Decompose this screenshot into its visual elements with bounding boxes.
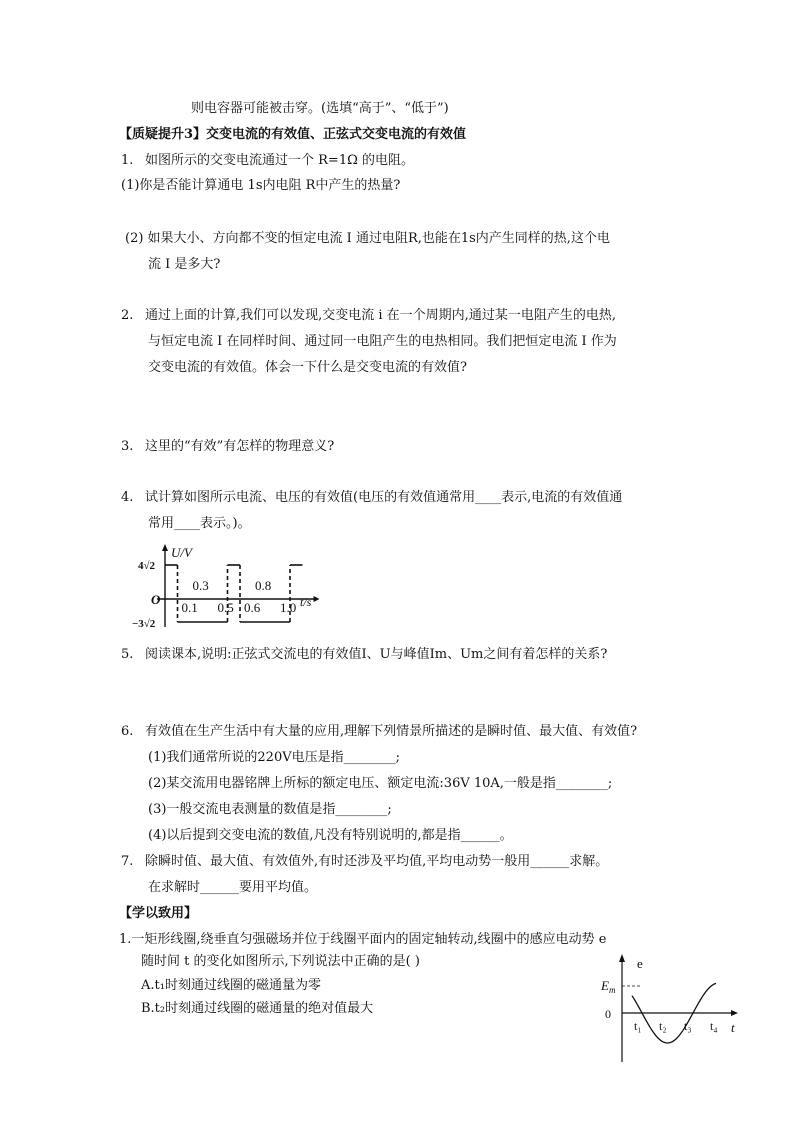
y-tick-label: −3√2 [132,618,156,630]
y-axis-label: e [637,956,643,971]
time-tick-label: t₃ [684,1019,692,1033]
apply-question-1: 1.一矩形线圈,绕垂直匀强磁场并位于线圈平面内的固定轴转动,线圈中的感应电动势 e [119,932,607,947]
question-number: 7. [121,854,134,869]
question-6-item-3: (3)一般交流电表测量的数值是指________; [148,802,392,817]
question-6-item-1: (1)我们通常所说的220V电压是指________; [148,750,400,765]
question-text: 阅读课本,说明:正弦式交流电的有效值I、U与峰值Im、Um之间有着怎样的关系? [145,647,608,662]
t-label: t [731,1020,735,1035]
question-number: 2. [121,308,134,323]
section-title: 交变电流的有效值、正弦式交变电流的有效值 [206,127,467,142]
question-1-sub-2: (2) 如果大小、方向都不变的恒定电流 I 通过电阻R,也能在1s内产生同样的热,这个电 [125,231,610,246]
question-text: 试计算如图所示电流、电压的有效值(电压的有效值通常用____表示,电流的有效值通 [145,490,623,505]
option-b: B.t₂时刻通过线圈的磁通量的绝对值最大 [141,1001,374,1016]
option-a: A.t₁时刻通过线圈的磁通量为零 [141,978,321,993]
x-tick-label: 0.1 [181,600,198,615]
apply-header: 【学以致用】 [119,906,198,921]
y-axis-label: U/V [171,545,192,560]
time-tick-label: t₂ [659,1019,667,1033]
question-text: 如图所示的交变电流通过一个 R=1Ω 的电阻。 [145,153,414,168]
x-tick-label: 0.6 [244,600,261,615]
question-text: 有效值在生产生活中有大量的应用,理解下列情景所描述的是瞬时值、最大值、有效值? [145,724,638,739]
time-tick-label: t₁ [634,1019,642,1033]
question-text: 这里的“有效”有怎样的物理意义? [145,439,335,454]
y-axis-arrow [619,954,625,962]
question-1-sub-2-cont: 流 I 是多大? [148,257,221,272]
question-number: 3. [121,439,134,454]
question-number: 5. [121,647,134,662]
question-number: 1. [121,153,134,168]
x-tick-label: 1.0 [280,600,297,615]
question-2-line-2: 与恒定电流 I 在同样时间、通过同一电阻产生的电热相同。我们把恒定电流 I 作为 [148,334,617,349]
apply-question-1-line-2: 随时间 t 的变化如图所示,下列说法中正确的是( ) [141,954,420,969]
top-line: 则电容器可能被击穿。(选填“高于”、“低于”) [191,101,449,116]
question-6-item-2: (2)某交流用电器铭牌上所标的额定电压、额定电流:36V 10A,一般是指________; [148,776,613,791]
question-1-sub-1: (1)你是否能计算通电 1s内电阻 R中产生的热量? [121,178,401,193]
question-7-line-2: 在求解时______要用平均值。 [148,880,318,895]
origin-label: O [151,592,161,607]
time-tick-label: t₄ [710,1019,718,1033]
question-number: 6. [121,724,134,739]
section-label: 【质疑提升3】 [119,127,207,142]
zero-label: 0 [605,1007,611,1021]
question-number: 4. [121,490,134,505]
peak-label: $E_m$ [601,978,616,995]
x-axis-arrow [731,1010,738,1016]
x-axis-label: t/s [300,595,312,609]
x-tick-label: 0.5 [217,600,234,615]
question-text: 通过上面的计算,我们可以发现,交变电流 i 在一个周期内,通过某一电阻产生的电热, [145,308,616,323]
x-tick-label: 0.3 [192,578,209,593]
question-6-item-4: (4)以后提到交变电流的数值,凡没有特别说明的,都是指______。 [148,828,513,843]
question-text: 除瞬时值、最大值、有效值外,有时还涉及平均值,平均电动势一般用______求解。 [145,854,609,869]
x-tick-label: 0.8 [255,578,272,593]
question-2-line-3: 交变电流的有效值。体会一下什么是交变电流的有效值? [148,360,467,375]
question-4-line-2: 常用____表示。)。 [148,516,251,531]
y-tick-label: 4√2 [138,560,156,572]
